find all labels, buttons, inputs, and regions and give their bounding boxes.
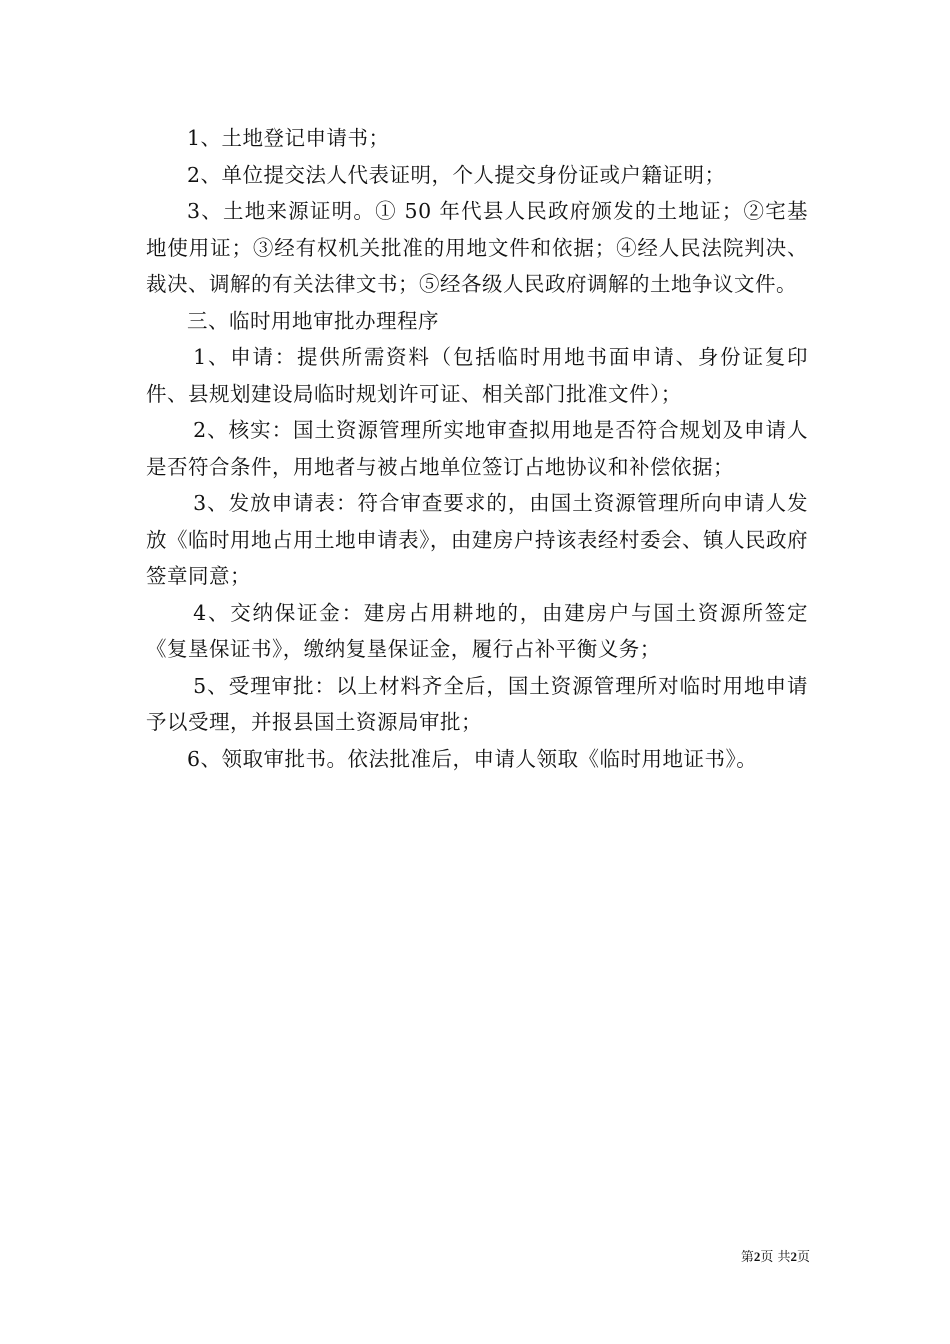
paragraph-item-1: 1、土地登记申请书； — [187, 126, 390, 150]
footer-prefix: 第 — [740, 1250, 754, 1265]
paragraph-item-2: 2、单位提交法人代表证明，个人提交身份证或户籍证明； — [187, 162, 726, 187]
document-body — [146, 120, 808, 777]
paragraph-step-3: 3、发放申请表：符合审查要求的，由国土资源管理所向申请人发放《临时用地占用土地申请表》，由建房户持该表经村委会、镇人民政府签章同意； — [146, 491, 808, 588]
paragraph-step-2: 2、核实：国土资源管理所实地审查拟用地是否符合规划及申请人是否符合条件，用地者与被占地单位签订占地协议和补偿依据； — [146, 418, 808, 479]
section-heading: 三、临时用地审批办理程序 — [187, 308, 439, 333]
current-page-number: 2 — [753, 1249, 761, 1264]
paragraph-item-3: 3、土地来源证明。① 50 年代县人民政府颁发的土地证；②宅基地使用证；③经有权机关批准的用地文件和依据；④经人民法院判决、裁决、调解的有关法律文书；⑤经各级人民政府调解的土地争议文件。 — [146, 199, 808, 296]
page-number-footer — [0, 1249, 810, 1266]
paragraph-step-6: 6、领取审批书。依法批准后，申请人领取《临时用地证书》。 — [187, 746, 758, 771]
footer-middle: 页 共 — [760, 1250, 791, 1265]
paragraph-step-4: 4、交纳保证金：建房占用耕地的，由建房户与国土资源所签定《复垦保证书》，缴纳复垦保证金，履行占补平衡义务； — [146, 600, 808, 661]
paragraph-step-1: 1、申请：提供所需资料（包括临时用地书面申请、身份证复印件、县规划建设局临时规划许可证、相关部门批准文件）； — [146, 345, 808, 406]
footer-suffix: 页 — [796, 1250, 810, 1265]
paragraph-step-5: 5、受理审批：以上材料齐全后，国土资源管理所对临时用地申请予以受理，并报县国土资源局审批； — [146, 673, 808, 734]
total-pages-number: 2 — [790, 1249, 797, 1264]
